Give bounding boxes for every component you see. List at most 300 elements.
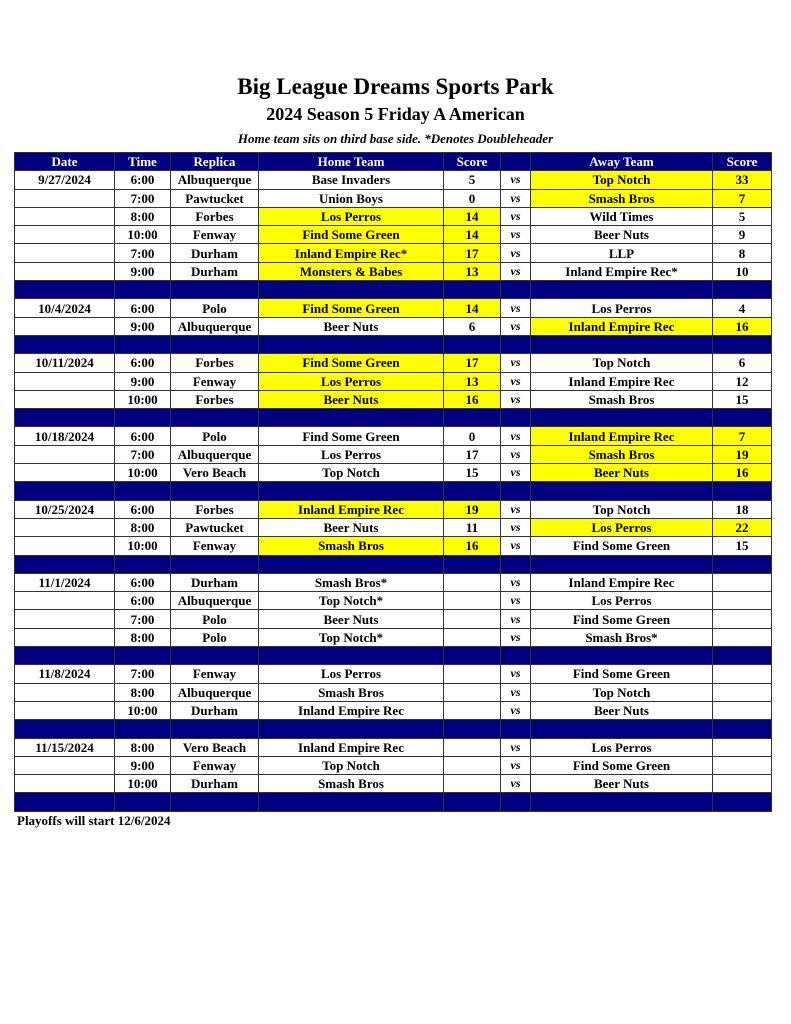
separator-cell <box>115 281 171 299</box>
away-team-cell: Los Perros <box>531 738 713 756</box>
separator-cell <box>115 335 171 353</box>
separator-cell <box>15 647 115 665</box>
game-row <box>15 775 772 793</box>
separator-cell <box>531 409 713 427</box>
vs-cell: vs <box>501 628 531 646</box>
home-score-cell <box>444 775 501 793</box>
replica-cell: Durham <box>171 701 259 719</box>
away-score-cell: 9 <box>713 226 772 244</box>
time-cell: 10:00 <box>115 390 171 408</box>
game-row <box>15 207 772 225</box>
home-score-cell <box>444 610 501 628</box>
time-cell: 10:00 <box>115 464 171 482</box>
vs-cell: vs <box>501 518 531 536</box>
home-score-cell: 5 <box>444 171 501 189</box>
game-row <box>15 518 772 536</box>
separator-cell <box>171 555 259 573</box>
game-row <box>15 317 772 335</box>
home-score-cell: 13 <box>444 372 501 390</box>
vs-cell: vs <box>501 756 531 774</box>
separator-cell <box>713 720 772 738</box>
separator-cell <box>444 482 501 500</box>
replica-cell: Vero Beach <box>171 738 259 756</box>
away-score-cell: 5 <box>713 207 772 225</box>
home-score-cell: 17 <box>444 354 501 372</box>
away-score-cell <box>713 756 772 774</box>
date-cell: 10/11/2024 <box>15 354 115 372</box>
away-score-cell: 4 <box>713 299 772 317</box>
time-cell: 6:00 <box>115 354 171 372</box>
game-row <box>15 665 772 683</box>
game-row <box>15 445 772 463</box>
game-row <box>15 262 772 280</box>
footer-note: Playoffs will start 12/6/2024 <box>17 813 171 828</box>
week-separator <box>15 647 772 665</box>
home-score-cell <box>444 701 501 719</box>
vs-cell: vs <box>501 464 531 482</box>
away-team-cell: Los Perros <box>531 592 713 610</box>
home-team-cell: Union Boys <box>259 189 444 207</box>
vs-cell: vs <box>501 171 531 189</box>
separator-cell <box>171 793 259 811</box>
time-cell: 10:00 <box>115 537 171 555</box>
away-team-cell: Beer Nuts <box>531 701 713 719</box>
game-row <box>15 427 772 445</box>
separator-cell <box>713 793 772 811</box>
vs-cell: vs <box>501 775 531 793</box>
replica-cell: Polo <box>171 610 259 628</box>
away-team-cell: Smash Bros <box>531 445 713 463</box>
separator-cell <box>115 482 171 500</box>
separator-cell <box>713 335 772 353</box>
replica-cell: Forbes <box>171 500 259 518</box>
date-cell <box>15 701 115 719</box>
vs-cell: vs <box>501 262 531 280</box>
replica-cell: Forbes <box>171 354 259 372</box>
away-score-cell: 16 <box>713 317 772 335</box>
home-score-cell <box>444 738 501 756</box>
time-cell: 9:00 <box>115 756 171 774</box>
schedule-note: Home team sits on third base side. *Denotes Doubleheader <box>237 131 554 146</box>
away-score-cell <box>713 610 772 628</box>
separator-cell <box>259 335 444 353</box>
vs-cell: vs <box>501 390 531 408</box>
away-team-cell: Beer Nuts <box>531 226 713 244</box>
replica-cell: Fenway <box>171 372 259 390</box>
replica-cell: Fenway <box>171 226 259 244</box>
date-cell: 11/15/2024 <box>15 738 115 756</box>
home-team-cell: Beer Nuts <box>259 518 444 536</box>
away-team-cell: Los Perros <box>531 299 713 317</box>
separator-cell <box>15 720 115 738</box>
replica-cell: Fenway <box>171 537 259 555</box>
separator-cell <box>501 281 531 299</box>
separator-cell <box>501 555 531 573</box>
home-team-cell: Inland Empire Rec* <box>259 244 444 262</box>
replica-cell: Durham <box>171 573 259 591</box>
away-score-cell <box>713 683 772 701</box>
away-team-cell: Beer Nuts <box>531 775 713 793</box>
home-team-cell: Los Perros <box>259 665 444 683</box>
home-score-cell <box>444 683 501 701</box>
away-team-cell: Inland Empire Rec <box>531 317 713 335</box>
time-cell: 6:00 <box>115 573 171 591</box>
col-away-score: Score <box>713 153 772 171</box>
date-cell <box>15 390 115 408</box>
date-cell <box>15 445 115 463</box>
separator-cell <box>15 409 115 427</box>
separator-cell <box>259 409 444 427</box>
home-score-cell: 0 <box>444 189 501 207</box>
away-team-cell: Smash Bros* <box>531 628 713 646</box>
away-team-cell: Wild Times <box>531 207 713 225</box>
home-team-cell: Monsters & Babes <box>259 262 444 280</box>
away-score-cell <box>713 665 772 683</box>
away-score-cell: 8 <box>713 244 772 262</box>
away-team-cell: Inland Empire Rec <box>531 372 713 390</box>
home-team-cell: Beer Nuts <box>259 610 444 628</box>
separator-cell <box>531 281 713 299</box>
replica-cell: Polo <box>171 628 259 646</box>
home-team-cell: Find Some Green <box>259 427 444 445</box>
separator-cell <box>444 335 501 353</box>
away-team-cell: Top Notch <box>531 683 713 701</box>
replica-cell: Durham <box>171 262 259 280</box>
away-score-cell <box>713 701 772 719</box>
week-separator <box>15 720 772 738</box>
separator-cell <box>713 647 772 665</box>
col-date: Date <box>15 153 115 171</box>
home-team-cell: Inland Empire Rec <box>259 500 444 518</box>
vs-cell: vs <box>501 317 531 335</box>
home-score-cell: 16 <box>444 390 501 408</box>
week-separator <box>15 482 772 500</box>
away-score-cell <box>713 738 772 756</box>
home-team-cell: Los Perros <box>259 445 444 463</box>
vs-cell: vs <box>501 592 531 610</box>
separator-cell <box>713 482 772 500</box>
separator-cell <box>259 793 444 811</box>
away-team-cell: Beer Nuts <box>531 464 713 482</box>
replica-cell: Durham <box>171 775 259 793</box>
home-team-cell: Smash Bros* <box>259 573 444 591</box>
vs-cell: vs <box>501 207 531 225</box>
home-score-cell <box>444 665 501 683</box>
separator-cell <box>15 482 115 500</box>
separator-cell <box>171 647 259 665</box>
schedule-table <box>14 152 772 812</box>
separator-cell <box>115 555 171 573</box>
separator-cell <box>171 335 259 353</box>
vs-cell: vs <box>501 299 531 317</box>
separator-cell <box>444 409 501 427</box>
vs-cell: vs <box>501 427 531 445</box>
date-cell <box>15 756 115 774</box>
replica-cell: Pawtucket <box>171 189 259 207</box>
replica-cell: Fenway <box>171 756 259 774</box>
separator-cell <box>531 335 713 353</box>
separator-cell <box>171 482 259 500</box>
separator-cell <box>531 647 713 665</box>
date-cell: 10/18/2024 <box>15 427 115 445</box>
away-score-cell: 10 <box>713 262 772 280</box>
replica-cell: Pawtucket <box>171 518 259 536</box>
week-separator <box>15 793 772 811</box>
separator-cell <box>713 409 772 427</box>
vs-cell: vs <box>501 701 531 719</box>
date-cell <box>15 775 115 793</box>
date-cell <box>15 244 115 262</box>
separator-cell <box>171 720 259 738</box>
replica-cell: Vero Beach <box>171 464 259 482</box>
home-team-cell: Smash Bros <box>259 537 444 555</box>
time-cell: 6:00 <box>115 427 171 445</box>
game-row <box>15 573 772 591</box>
vs-cell: vs <box>501 244 531 262</box>
game-row <box>15 226 772 244</box>
date-cell <box>15 317 115 335</box>
home-team-cell: Los Perros <box>259 207 444 225</box>
date-cell <box>15 207 115 225</box>
week-separator <box>15 281 772 299</box>
separator-cell <box>259 555 444 573</box>
date-cell: 10/4/2024 <box>15 299 115 317</box>
col-vs <box>501 153 531 171</box>
home-score-cell: 0 <box>444 427 501 445</box>
home-score-cell: 17 <box>444 445 501 463</box>
date-cell <box>15 464 115 482</box>
separator-cell <box>444 281 501 299</box>
home-score-cell <box>444 628 501 646</box>
date-cell <box>15 226 115 244</box>
col-away-team: Away Team <box>531 153 713 171</box>
time-cell: 10:00 <box>115 775 171 793</box>
game-row <box>15 244 772 262</box>
date-cell <box>15 610 115 628</box>
separator-cell <box>171 409 259 427</box>
home-team-cell: Beer Nuts <box>259 390 444 408</box>
away-score-cell: 18 <box>713 500 772 518</box>
home-team-cell: Inland Empire Rec <box>259 701 444 719</box>
home-score-cell: 13 <box>444 262 501 280</box>
game-row <box>15 756 772 774</box>
home-score-cell <box>444 756 501 774</box>
time-cell: 6:00 <box>115 171 171 189</box>
week-separator <box>15 555 772 573</box>
date-cell <box>15 262 115 280</box>
replica-cell: Forbes <box>171 207 259 225</box>
vs-cell: vs <box>501 573 531 591</box>
away-score-cell <box>713 573 772 591</box>
game-row <box>15 592 772 610</box>
time-cell: 8:00 <box>115 628 171 646</box>
game-row <box>15 500 772 518</box>
home-team-cell: Top Notch <box>259 464 444 482</box>
time-cell: 7:00 <box>115 189 171 207</box>
away-score-cell <box>713 775 772 793</box>
col-replica: Replica <box>171 153 259 171</box>
replica-cell: Polo <box>171 299 259 317</box>
separator-cell <box>713 555 772 573</box>
separator-cell <box>444 793 501 811</box>
separator-cell <box>501 647 531 665</box>
header-row <box>15 153 772 171</box>
separator-cell <box>444 647 501 665</box>
home-score-cell <box>444 592 501 610</box>
time-cell: 9:00 <box>115 262 171 280</box>
replica-cell: Albuquerque <box>171 683 259 701</box>
replica-cell: Albuquerque <box>171 445 259 463</box>
away-score-cell: 6 <box>713 354 772 372</box>
home-score-cell: 14 <box>444 299 501 317</box>
game-row <box>15 171 772 189</box>
home-team-cell: Find Some Green <box>259 299 444 317</box>
date-cell <box>15 628 115 646</box>
replica-cell: Durham <box>171 244 259 262</box>
separator-cell <box>115 647 171 665</box>
away-team-cell: Top Notch <box>531 171 713 189</box>
separator-cell <box>531 720 713 738</box>
home-team-cell: Smash Bros <box>259 683 444 701</box>
away-score-cell: 19 <box>713 445 772 463</box>
vs-cell: vs <box>501 738 531 756</box>
separator-cell <box>259 720 444 738</box>
date-cell <box>15 189 115 207</box>
away-team-cell: Los Perros <box>531 518 713 536</box>
separator-cell <box>171 281 259 299</box>
col-home-score: Score <box>444 153 501 171</box>
game-row <box>15 610 772 628</box>
time-cell: 7:00 <box>115 610 171 628</box>
home-team-cell: Top Notch* <box>259 628 444 646</box>
game-row <box>15 299 772 317</box>
time-cell: 10:00 <box>115 701 171 719</box>
home-score-cell: 14 <box>444 207 501 225</box>
vs-cell: vs <box>501 354 531 372</box>
separator-cell <box>444 720 501 738</box>
time-cell: 6:00 <box>115 500 171 518</box>
away-score-cell: 22 <box>713 518 772 536</box>
home-team-cell: Beer Nuts <box>259 317 444 335</box>
home-score-cell <box>444 573 501 591</box>
date-cell <box>15 518 115 536</box>
week-separator <box>15 409 772 427</box>
home-team-cell: Top Notch <box>259 756 444 774</box>
away-score-cell <box>713 628 772 646</box>
time-cell: 9:00 <box>115 317 171 335</box>
time-cell: 9:00 <box>115 372 171 390</box>
vs-cell: vs <box>501 500 531 518</box>
game-row <box>15 701 772 719</box>
replica-cell: Polo <box>171 427 259 445</box>
separator-cell <box>15 335 115 353</box>
separator-cell <box>531 555 713 573</box>
away-team-cell: Smash Bros <box>531 390 713 408</box>
away-team-cell: Inland Empire Rec <box>531 573 713 591</box>
game-row <box>15 189 772 207</box>
time-cell: 7:00 <box>115 244 171 262</box>
home-team-cell: Los Perros <box>259 372 444 390</box>
time-cell: 8:00 <box>115 738 171 756</box>
game-row <box>15 464 772 482</box>
game-row <box>15 628 772 646</box>
col-home-team: Home Team <box>259 153 444 171</box>
away-team-cell: Inland Empire Rec <box>531 427 713 445</box>
vs-cell: vs <box>501 537 531 555</box>
separator-cell <box>115 793 171 811</box>
away-score-cell: 16 <box>713 464 772 482</box>
time-cell: 8:00 <box>115 518 171 536</box>
away-team-cell: Find Some Green <box>531 665 713 683</box>
home-team-cell: Top Notch* <box>259 592 444 610</box>
separator-cell <box>501 720 531 738</box>
away-team-cell: Find Some Green <box>531 610 713 628</box>
separator-cell <box>713 281 772 299</box>
separator-cell <box>259 482 444 500</box>
vs-cell: vs <box>501 226 531 244</box>
date-cell <box>15 372 115 390</box>
separator-cell <box>501 482 531 500</box>
date-cell: 11/1/2024 <box>15 573 115 591</box>
away-score-cell: 12 <box>713 372 772 390</box>
date-cell <box>15 683 115 701</box>
game-row <box>15 683 772 701</box>
separator-cell <box>531 793 713 811</box>
away-score-cell: 7 <box>713 427 772 445</box>
replica-cell: Albuquerque <box>171 171 259 189</box>
time-cell: 6:00 <box>115 299 171 317</box>
col-time: Time <box>115 153 171 171</box>
game-row <box>15 372 772 390</box>
away-score-cell: 15 <box>713 537 772 555</box>
vs-cell: vs <box>501 665 531 683</box>
home-score-cell: 17 <box>444 244 501 262</box>
away-team-cell: Top Notch <box>531 354 713 372</box>
page-subtitle: 2024 Season 5 Friday A American <box>266 104 525 124</box>
home-team-cell: Find Some Green <box>259 226 444 244</box>
away-score-cell: 7 <box>713 189 772 207</box>
date-cell <box>15 592 115 610</box>
away-team-cell: Find Some Green <box>531 537 713 555</box>
time-cell: 8:00 <box>115 207 171 225</box>
home-team-cell: Find Some Green <box>259 354 444 372</box>
home-score-cell: 14 <box>444 226 501 244</box>
time-cell: 8:00 <box>115 683 171 701</box>
game-row <box>15 738 772 756</box>
away-team-cell: Find Some Green <box>531 756 713 774</box>
away-team-cell: Smash Bros <box>531 189 713 207</box>
home-score-cell: 19 <box>444 500 501 518</box>
away-team-cell: Top Notch <box>531 500 713 518</box>
vs-cell: vs <box>501 683 531 701</box>
home-score-cell: 6 <box>444 317 501 335</box>
time-cell: 10:00 <box>115 226 171 244</box>
separator-cell <box>259 281 444 299</box>
replica-cell: Albuquerque <box>171 592 259 610</box>
time-cell: 7:00 <box>115 665 171 683</box>
date-cell: 11/8/2024 <box>15 665 115 683</box>
home-team-cell: Base Invaders <box>259 171 444 189</box>
home-score-cell: 11 <box>444 518 501 536</box>
game-row <box>15 537 772 555</box>
game-row <box>15 354 772 372</box>
date-cell <box>15 537 115 555</box>
away-score-cell: 33 <box>713 171 772 189</box>
separator-cell <box>115 720 171 738</box>
separator-cell <box>259 647 444 665</box>
separator-cell <box>15 793 115 811</box>
date-cell: 9/27/2024 <box>15 171 115 189</box>
